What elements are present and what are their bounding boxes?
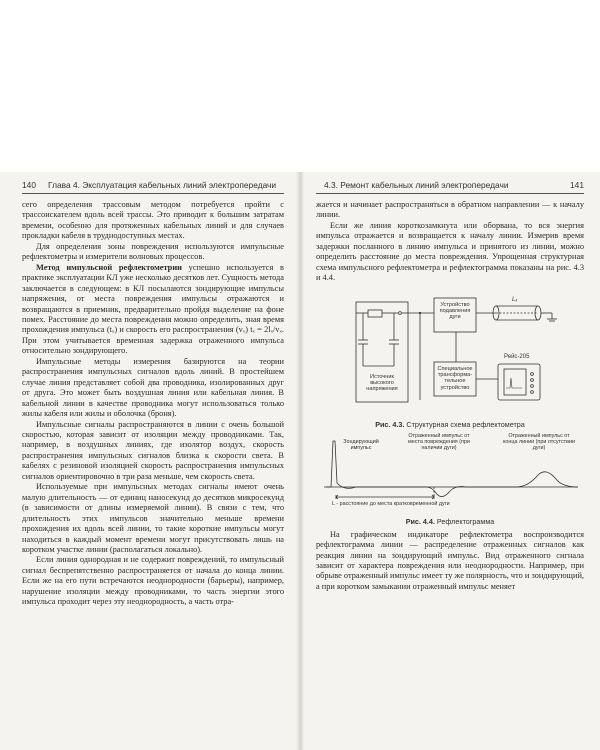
figure-4-3-caption [316, 420, 584, 429]
method-term: Метод импульсной рефлектометрии [36, 262, 182, 272]
hv-source-label: Источник высокого напряжения [366, 373, 398, 393]
right-page-body-bottom [316, 530, 584, 593]
paragraph: Если линия однородная и не содержит повреждений, то импульсный сигнал беспрепятственно распространяется от начала до конца линии. Если же на его пути встречаются неоднородности (барьеры), например, нарушение изоляции между проводниками, то часть энергии этого импульса проходит через эту неоднородность, а часть отра- [22, 555, 284, 607]
left-running-title: Глава 4. Эксплуатация кабельных линий электропередачи [48, 180, 277, 190]
paragraph: Если же линия короткозамкнута или оборвана, то вся энергия импульса отражается и возвращается к началу линии. Измерив время задержки посланного в линию импульса и принятого из линии, можно определить расстояние до места повреждения. Упрощенная структурная схема импульсного рефлектометра и рефлектограмма показаны на рис. 4.3 и 4.4. [316, 220, 584, 283]
resistor-symbol [368, 310, 382, 317]
left-page [22, 180, 284, 608]
caption-text: Рефлектограмма [436, 516, 495, 526]
method-text: успешно используется в практике эксплуатации КЛ уже несколько десятков лет. Сущность метода заключается в следующем: в КЛ посылаются зондирующие импульсы напряжения, от места повреждения импульсы отражаются и возвращаются в приемник, предварительно пройдя выделение на фоне помех. Расстояние до места повреждения можно определить, зная время прохождения импульса (tₓ) и скорость его распространения (vₓ) tₓ = 2lₓ/vₓ. При этом учитывается временная задержка отраженного импульса относительно зондирующего. [22, 262, 284, 356]
paragraph: Для определения зоны повреждения используются импульсные рефлектометры и измерители волновых процессов. [22, 241, 284, 262]
figure-4-4 [316, 433, 584, 515]
reflected-end-label: Отраженный импульс от конца линии (при отсутствии дуги) [503, 432, 575, 452]
paragraph: жается и начинает распространяться в обратном направлении — к началу линии. [316, 200, 584, 220]
caption-label: Рис. 4.3. [375, 419, 405, 429]
figure-4-4-caption [316, 517, 584, 526]
caption-text: Структурная схема рефлектометра [406, 419, 525, 429]
right-page [316, 180, 584, 592]
device-trace [506, 378, 522, 388]
arc-suppression-label: Устройство подавления дуги [439, 301, 471, 321]
right-page-header [316, 180, 584, 194]
book-gutter [296, 172, 304, 750]
paragraph: Импульсные сигналы распространяются в линии с очень большой скоростью, которая зависит от изоляции между проводниками. Так, например, в воздушных линиях, где изолятор воздух, скорость распространения импульсных сигналов близка к скорости света. В кабелях с резиновой изоляцией скорость распространения импульсных сигналов ориентировочно в три раза меньше, чем скорость света. [22, 419, 284, 481]
reflected-arc-label: Отраженный импульс от места повреждения (при наличии дуги) [408, 432, 470, 452]
paragraph: Импульсные методы измерения базируются на теории распространения импульсных сигналов вдоль линий. В простейшем случае линия представляет собой два проводника, изолированных друг от друга. Это может быть воздушная линия или кабельная линия. В кабельной линии в качестве проводника могут использоваться только жилы кабеля или жилы и оболочка (броня). [22, 356, 284, 419]
caption-label: Рис. 4.4. [405, 516, 435, 526]
left-page-number: 140 [22, 180, 36, 190]
paragraph: Используемые при импульсных методах сигналы имеют очень малую длительность — от единиц наносекунд до десятков микросекунд (в зависимости от длины измеряемой линии). В связи с тем, что длительность этих импульсов значительно меньше времени прохождения их вдоль всей линии, то такие короткие импульсы могут находиться в каждый момент времени могут присутствовать лишь на коротком участке линии (располагаться локально). [22, 482, 284, 554]
paragraph: На графическом индикаторе рефлектометра воспроизводится рефлектограмма линии — распределение отраженных сигналов как реакция линии на зондирующий импульс. Вид отраженного сигнала зависит от характера повреждения или неоднородности. Например, при обрыве отраженный импульс имеет ту же полярность, что и зондирующий, а при коротком замыкании отраженный импульс меняет [316, 529, 584, 591]
right-running-title: 4.3. Ремонт кабельных линий электропередачи [324, 180, 509, 190]
paragraph: сего определения трассовым методом потребуется пройти с трассоискателем вдоль всей трассы. Это приводит к большим затратам времени, особенно для протяженных кабельных линий и для случаев прокладки кабеля в труднодоступных местах. [22, 200, 284, 241]
left-page-body [22, 200, 284, 608]
distance-axis-label: L - расстояние до места кратковременной дуги [332, 500, 450, 507]
left-page-header [22, 180, 284, 194]
right-page-body [316, 200, 584, 284]
cable-length-mark: Lₓ [512, 296, 518, 303]
right-page-number: 141 [570, 180, 584, 190]
device-name: Рейс-205 [504, 353, 530, 360]
method-paragraph [22, 263, 284, 357]
probe-pulse-label: Зондирующий импульс [343, 438, 379, 451]
special-device-label: Специальное трансформа-тельное устройство [437, 365, 473, 391]
figure-4-3 [316, 288, 584, 418]
device-screen [504, 369, 526, 395]
